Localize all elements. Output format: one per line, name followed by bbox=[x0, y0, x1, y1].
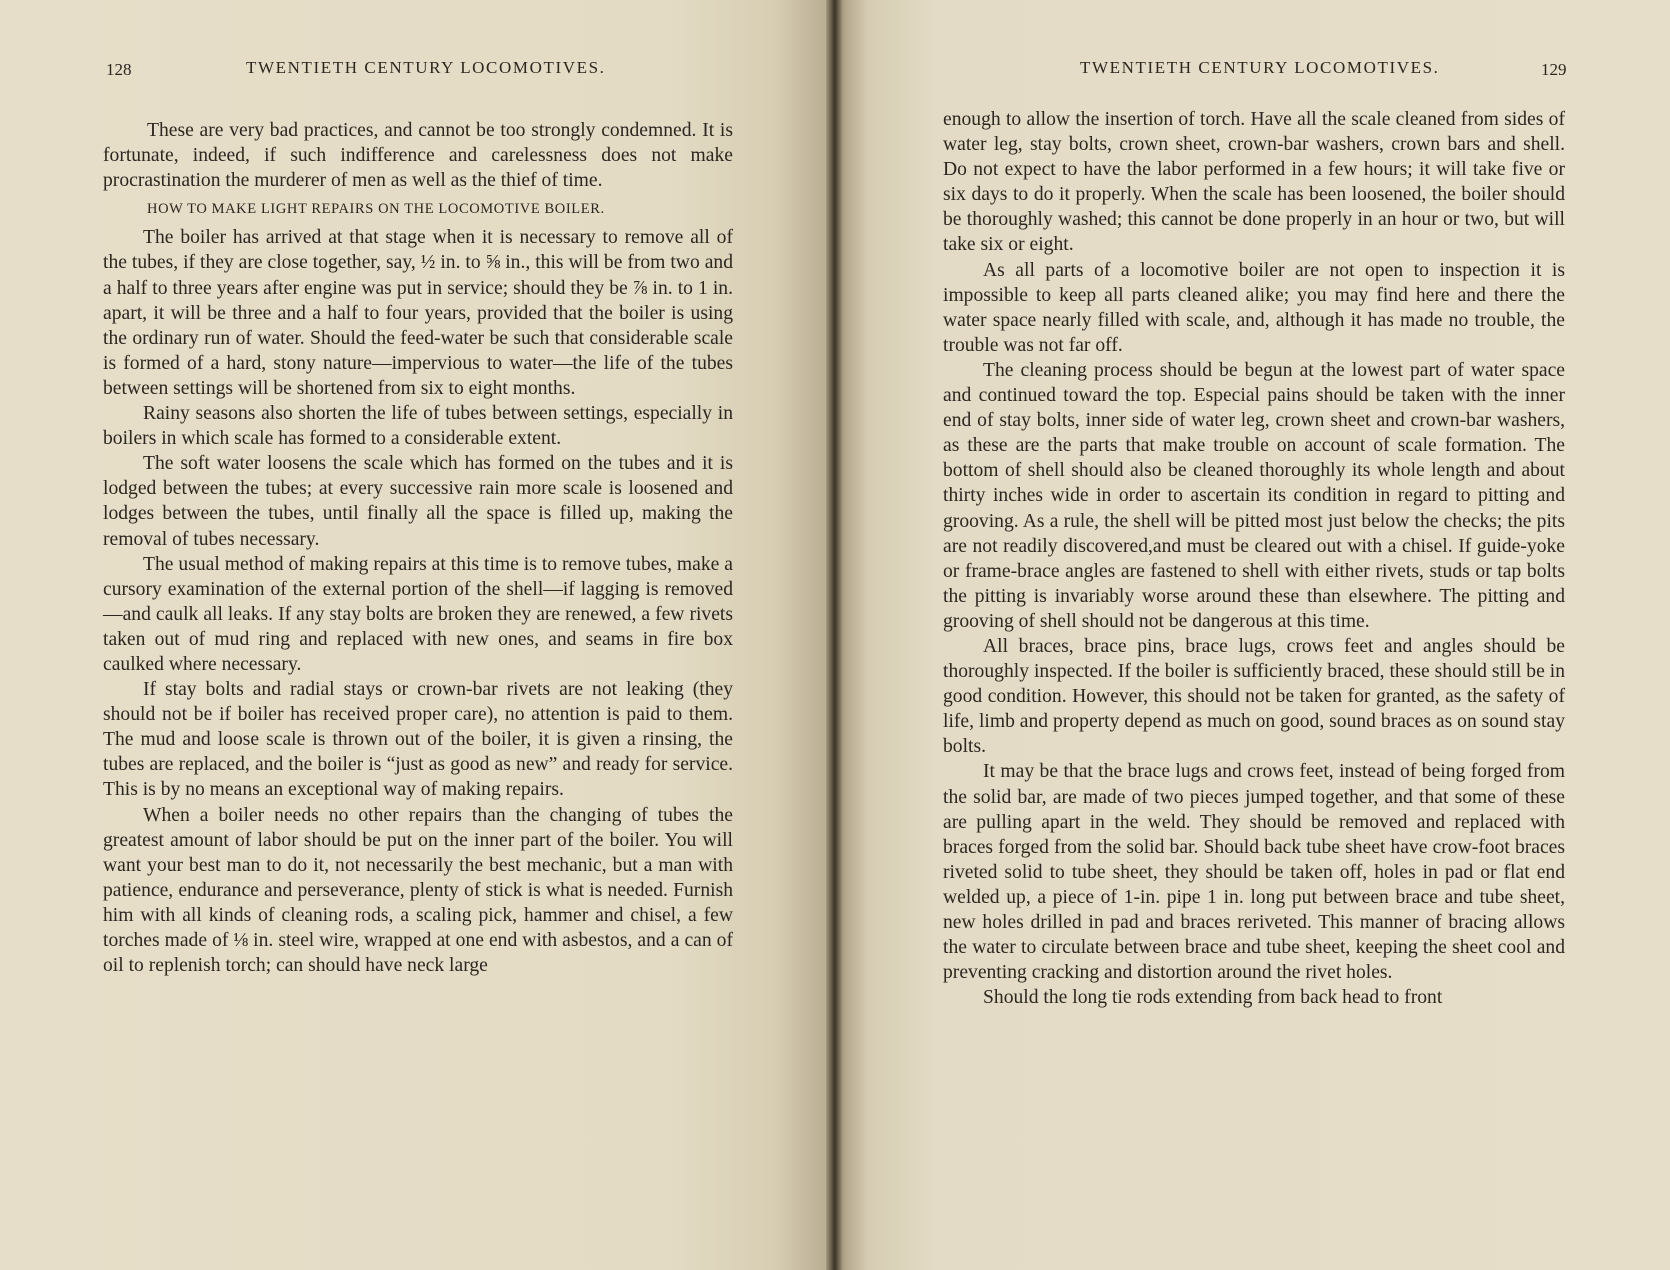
page-body bbox=[943, 107, 1565, 1010]
page-number: 128 bbox=[106, 60, 132, 79]
paragraph: enough to allow the insertion of torch. Have all the scale cleaned from sides of water leg, stay bolts, crown sheet, crown-bar washers, crown bars and shell. Do not expect to have the labor performed in a few hours; it will take five or six days to do it properly. When the scale has been loosened, the boiler should be thoroughly washed; this cannot be done properly in an hour or two, but will take six or eight. bbox=[943, 109, 1565, 256]
paragraph: The cleaning process should be begun at the lowest part of water space and continued toward the top. Especial pains should be taken with the inner end of stay bolts, inner side of water leg, crown sheet and crown-bar washers, as these are the parts that make trouble on account of scale formation. The bottom of shell should also be cleaned thoroughly its whole length and about thirty inches wide in order to ascertain its condition in regard to pitting and grooving. As a rule, the shell will be pitted most just below the checks; the pits are not readily discovered,and must be cleared out with a chisel. If guide-yoke or frame-brace angles are fastened to shell with either rivets, studs or tap bolts the pitting is invariably worse around these than elsewhere. The pitting and grooving of shell should not be dangerous at this time. bbox=[943, 359, 1565, 632]
paragraph: All braces, brace pins, brace lugs, crows feet and angles should be thoroughly inspected. If the boiler is sufficiently braced, these should still be in good condition. However, this should not be taken for granted, as the safety of life, limb and property depend as much on good, sound braces as on sound stay bolts. bbox=[943, 635, 1565, 758]
page-body bbox=[103, 118, 733, 978]
section-heading: HOW TO MAKE LIGHT REPAIRS ON THE LOCOMOTIVE BOILER. bbox=[147, 201, 605, 218]
book-gutter bbox=[826, 0, 842, 1270]
paragraph: The soft water loosens the scale which has formed on the tubes and it is lodged between the tubes; at every successive rain more scale is loosened and lodges between the tubes, until finally all the space is filled up, making the removal of tubes necessary. bbox=[103, 453, 733, 550]
paragraph: These are very bad practices, and cannot be too strongly condemned. It is fortunate, indeed, if such indifference and carelessness does not make procrastination the murderer of men as well as the thief of time. bbox=[103, 120, 733, 192]
paragraph: The boiler has arrived at that stage when it is necessary to remove all of the tubes, if they are close together, say, ½ in. to ⅝ in., this will be from two and a half to three years after engine was put in service; should they be ⅞ in. to 1 in. apart, it will be three and a half to four years, provided that the boiler is using the ordinary run of water. Should the feed-water be such that considerable scale is formed of a hard, stony nature—impervious to water—the life of the tubes between settings will be shortened from six to eight months. bbox=[103, 227, 733, 399]
paragraph: As all parts of a locomotive boiler are not open to inspection it is impossible to keep all parts cleaned alike; you may find here and there the water space nearly filled with scale, and, although it has made no trouble, the trouble was not far off. bbox=[943, 259, 1565, 356]
paragraph: Should the long tie rods extending from back head to front bbox=[983, 987, 1443, 1009]
paragraph: When a boiler needs no other repairs than the changing of tubes the greatest amount of labor should be put on the inner part of the boiler. You will want your best man to do it, not necessarily the best mechanic, but a man with patience, endurance and perseverance, plenty of stick is what is needed. Furnish him with all kinds of cleaning rods, a scaling pick, hammer and chisel, a few torches made of ⅛ in. steel wire, wrapped at one end with asbestos, and a can of oil to replenish torch; can should have neck large bbox=[103, 804, 733, 977]
running-head: TWENTIETH CENTURY LOCOMOTIVES. bbox=[1080, 58, 1440, 77]
paragraph: Rainy seasons also shorten the life of tubes between settings, especially in boilers in which scale has formed to a considerable extent. bbox=[103, 403, 733, 450]
paragraph: It may be that the brace lugs and crows feet, instead of being forged from the solid bar, are made of two pieces jumped together, and that some of these are pulling apart in the weld. They should be removed and replaced with braces forged from the solid bar. Should back tube sheet have crow-foot braces riveted solid to tube sheet, they should be taken off, holes in pad or flat end welded up, a piece of 1-in. pipe 1 in. long put between brace and tube sheet, new holes drilled in pad and braces reriveted. This manner of bracing allows the water to circulate between brace and tube sheet, keeping the sheet cool and preventing cracking and distortion around the rivet holes. bbox=[943, 761, 1565, 984]
page-number: 129 bbox=[1541, 60, 1567, 79]
paragraph: The usual method of making repairs at this time is to remove tubes, make a cursory examination of the external portion of the shell—if lagging is removed—and caulk all leaks. If any stay bolts are broken they are renewed, a few rivets taken out of mud ring and replaced with new ones, and seams in fire box caulked where necessary. bbox=[103, 553, 733, 675]
paragraph: If stay bolts and radial stays or crown-bar rivets are not leaking (they should not be if boiler has received proper care), no attention is paid to them. The mud and loose scale is thrown out of the boiler, it is given a rinsing, the tubes are replaced, and the boiler is “just as good as new” and ready for service. This is by no means an exceptional way of making repairs. bbox=[103, 679, 733, 801]
right-page bbox=[835, 0, 1670, 1270]
running-head: TWENTIETH CENTURY LOCOMOTIVES. bbox=[246, 58, 606, 77]
